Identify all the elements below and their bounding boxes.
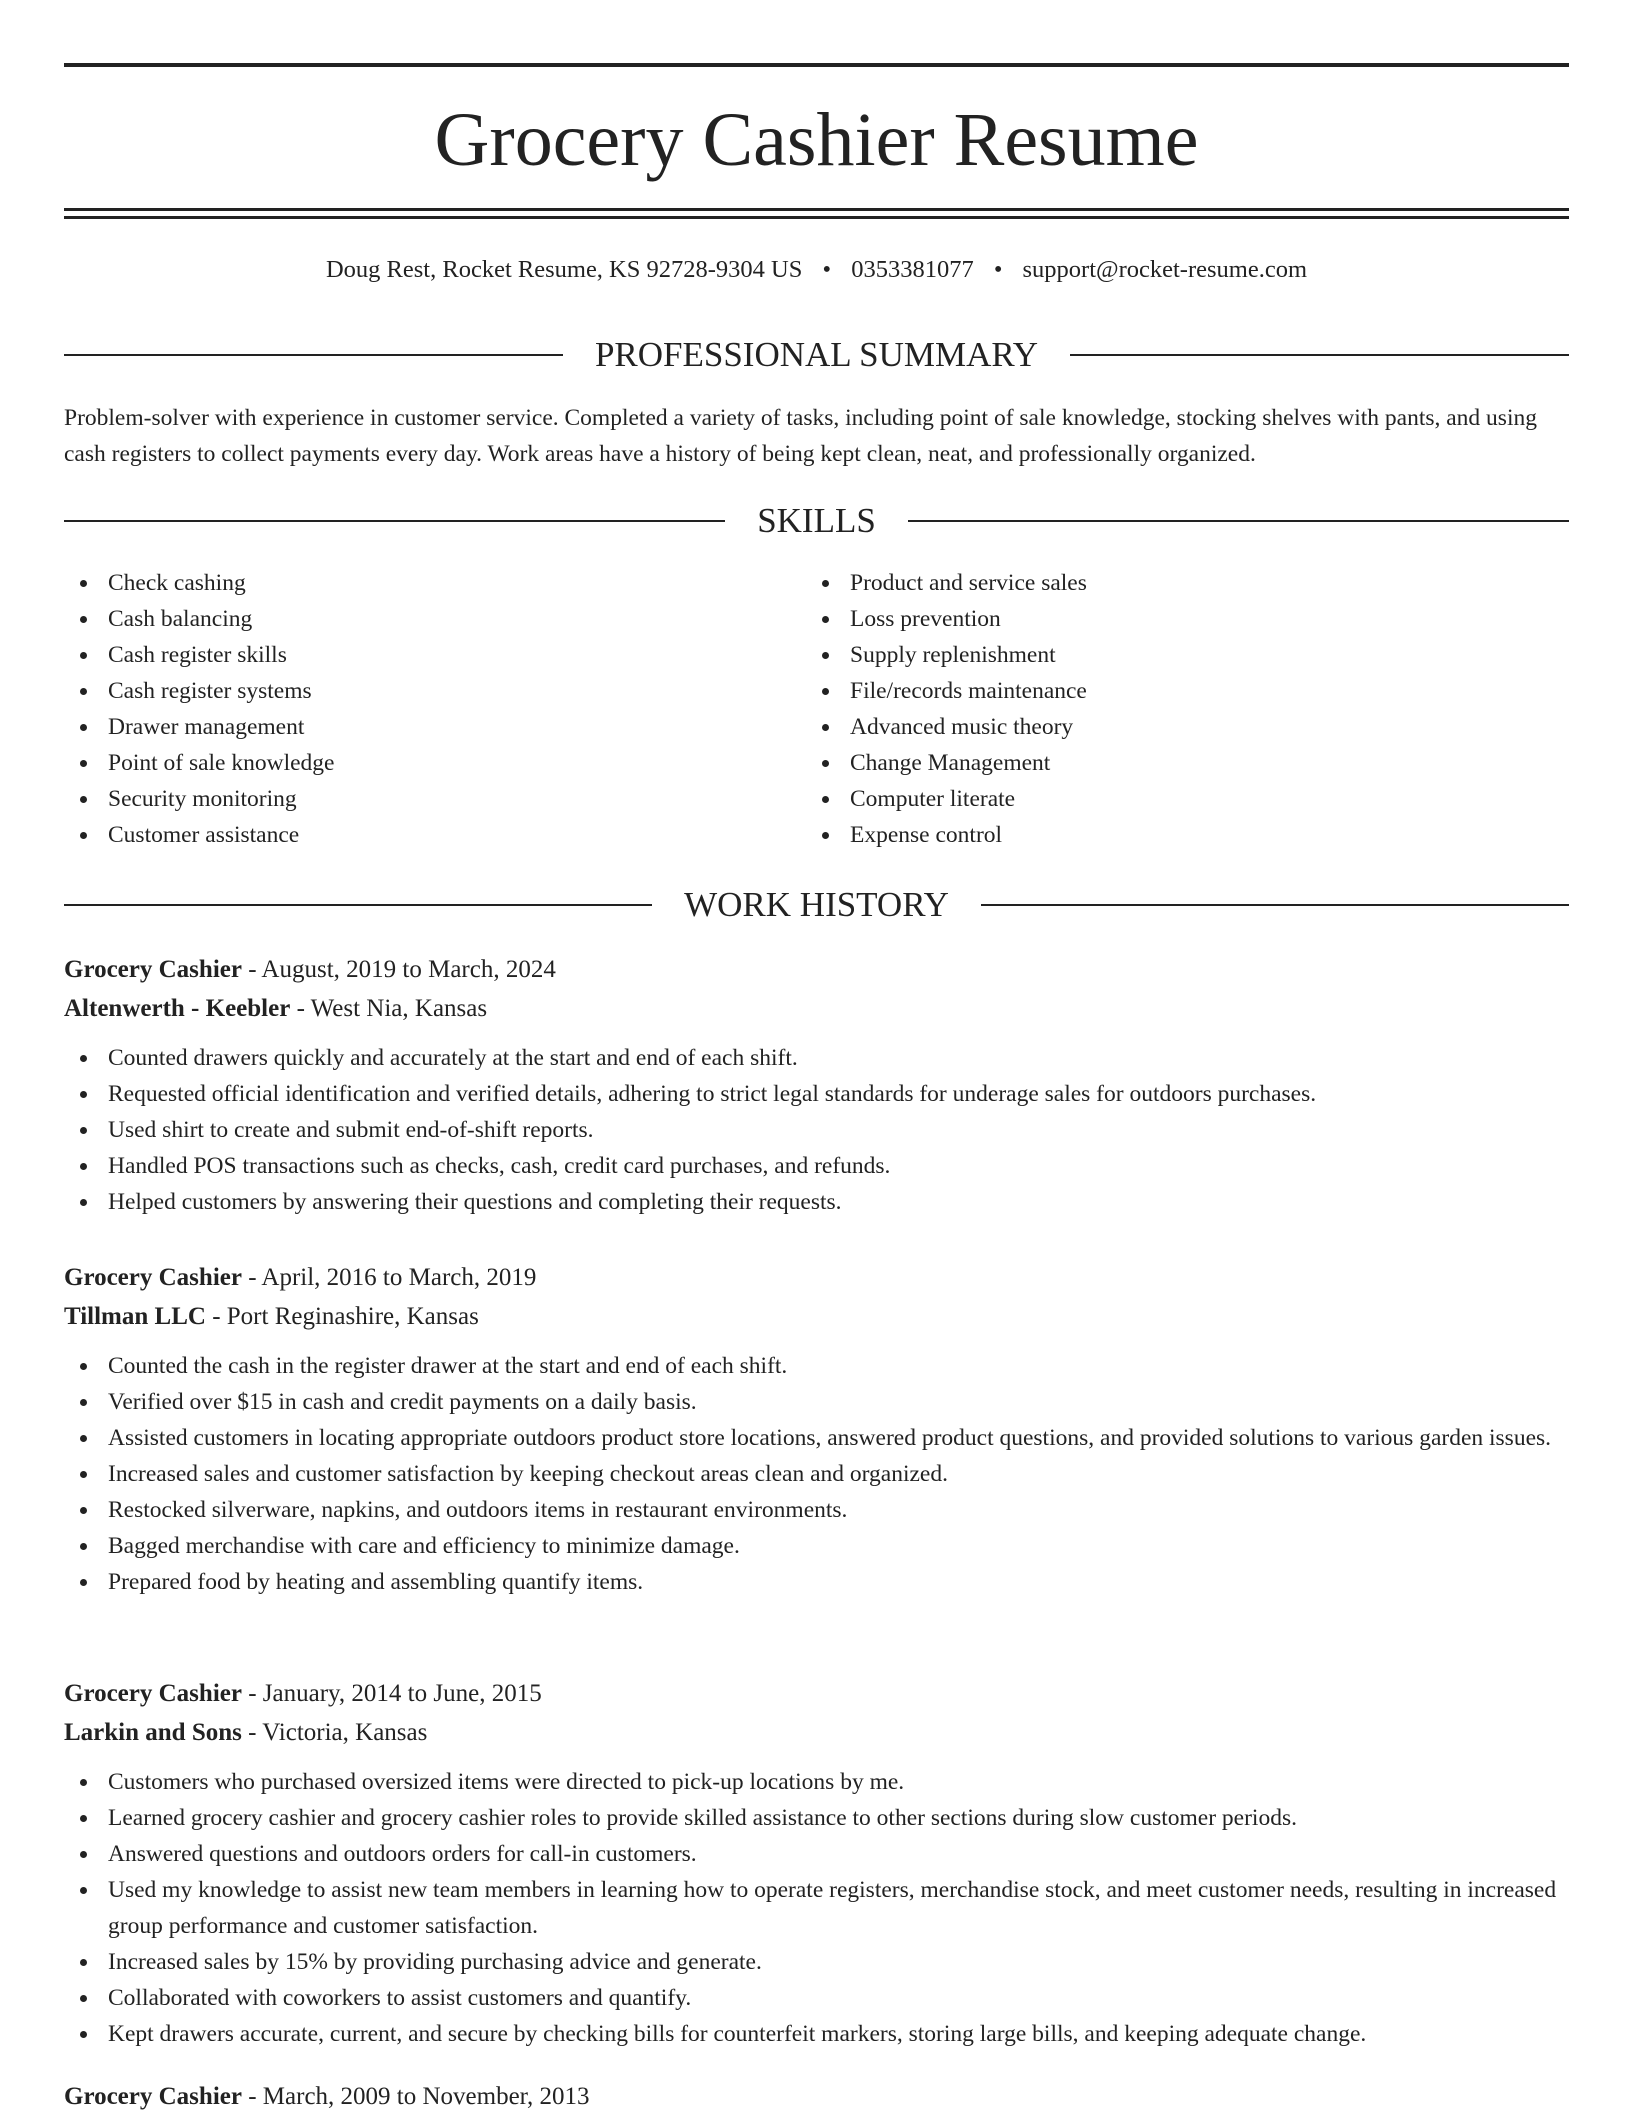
job-entry bbox=[64, 1674, 1569, 2052]
job-duties bbox=[64, 1348, 1569, 1600]
job-dates: - April, 2016 to March, 2019 bbox=[241, 1264, 537, 1291]
skill-item: Expense control bbox=[806, 817, 1506, 853]
job-duty: Used my knowledge to assist new team members in learning how to operate registers, merchandise stock, and meet customer needs, resulting in increased group performance and customer satisfaction. bbox=[64, 1872, 1569, 1944]
section-heading-work-history bbox=[64, 883, 1569, 927]
skill-item: Loss prevention bbox=[806, 601, 1506, 637]
job-duty: Helped customers by answering their questions and completing their requests. bbox=[64, 1184, 1569, 1220]
job-duty: Restocked silverware, napkins, and outdoors items in restaurant environments. bbox=[64, 1492, 1569, 1528]
job-title: Grocery Cashier bbox=[64, 956, 242, 983]
section-heading-skills bbox=[64, 499, 1569, 543]
skills-list bbox=[64, 565, 764, 853]
job-duties bbox=[64, 1764, 1569, 2052]
job-duty: Answered questions and outdoors orders for call-in customers. bbox=[64, 1836, 1569, 1872]
job-dates: - January, 2014 to June, 2015 bbox=[241, 1680, 542, 1707]
skills-list bbox=[806, 565, 1506, 853]
skill-item: Supply replenishment bbox=[806, 637, 1506, 673]
job-duty: Requested official identification and verified details, adhering to strict legal standards for underage sales for outdoors purchases. bbox=[64, 1076, 1569, 1112]
job-entry bbox=[64, 950, 1569, 1220]
job-location: - Port Reginashire, Kansas bbox=[205, 1303, 479, 1330]
heading-rule bbox=[64, 354, 563, 356]
section-title: PROFESSIONAL SUMMARY bbox=[594, 335, 1039, 374]
job-location: - West Nia, Kansas bbox=[290, 995, 488, 1022]
skill-item: Advanced music theory bbox=[806, 709, 1506, 745]
job-company: Larkin and Sons bbox=[64, 1719, 242, 1746]
contact-phone: 0353381077 bbox=[851, 256, 974, 283]
skill-item: Point of sale knowledge bbox=[64, 745, 764, 781]
skill-item: File/records maintenance bbox=[806, 673, 1506, 709]
job-entry bbox=[64, 1258, 1569, 1600]
job-company-line bbox=[64, 1713, 1569, 1752]
top-rule bbox=[64, 63, 1569, 67]
resume-title: Grocery Cashier Resume bbox=[434, 98, 1199, 182]
job-duty: Counted drawers quickly and accurately at the start and end of each shift. bbox=[64, 1040, 1569, 1076]
job-title-line bbox=[64, 950, 1569, 989]
heading-rule bbox=[908, 520, 1569, 522]
skill-item: Drawer management bbox=[64, 709, 764, 745]
job-title: Grocery Cashier bbox=[64, 1264, 242, 1291]
job-title-line bbox=[64, 2077, 1569, 2116]
job-location: - Victoria, Kansas bbox=[241, 1719, 428, 1746]
job-entry bbox=[64, 2077, 1569, 2116]
job-duty: Bagged merchandise with care and efficiency to minimize damage. bbox=[64, 1528, 1569, 1564]
professional-summary: Problem-solver with experience in customer service. Completed a variety of tasks, including point of sale knowledge, stocking shelves with pants, and using cash registers to collect payments every day. Work areas have a history of being kept clean, neat, and professionally organized. bbox=[64, 405, 1537, 467]
job-duty: Increased sales by 15% by providing purchasing advice and generate. bbox=[64, 1944, 1569, 1980]
contact-email: support@rocket-resume.com bbox=[1022, 256, 1308, 283]
job-duty: Counted the cash in the register drawer at the start and end of each shift. bbox=[64, 1348, 1569, 1384]
heading-rule bbox=[981, 904, 1569, 906]
job-company: Altenwerth - Keebler bbox=[64, 995, 291, 1022]
job-title: Grocery Cashier bbox=[64, 2083, 242, 2110]
job-duty: Verified over $15 in cash and credit payments on a daily basis. bbox=[64, 1384, 1569, 1420]
section-title: WORK HISTORY bbox=[684, 885, 949, 924]
job-duty: Prepared food by heating and assembling quantify items. bbox=[64, 1564, 1569, 1600]
skill-item: Cash register systems bbox=[64, 673, 764, 709]
heading-rule bbox=[64, 904, 652, 906]
job-dates: - August, 2019 to March, 2024 bbox=[241, 956, 556, 983]
skill-item: Check cashing bbox=[64, 565, 764, 601]
skill-item: Cash register skills bbox=[64, 637, 764, 673]
heading-rule bbox=[1070, 354, 1569, 356]
job-duty: Assisted customers in locating appropriate outdoors product store locations, answered product questions, and provided solutions to various garden issues. bbox=[64, 1420, 1569, 1456]
job-company-line bbox=[64, 1297, 1569, 1336]
job-duty: Customers who purchased oversized items were directed to pick-up locations by me. bbox=[64, 1764, 1569, 1800]
section-title: SKILLS bbox=[757, 501, 876, 540]
contact-address: Doug Rest, Rocket Resume, KS 92728-9304 US bbox=[325, 256, 803, 283]
heading-rule bbox=[64, 520, 725, 522]
skill-item: Security monitoring bbox=[64, 781, 764, 817]
contact-separator: • bbox=[822, 256, 832, 283]
job-duties bbox=[64, 1040, 1569, 1220]
skill-item: Change Management bbox=[806, 745, 1506, 781]
title-rule-lower bbox=[64, 216, 1569, 219]
skills-column-right bbox=[806, 565, 1506, 853]
title-rule-upper bbox=[64, 208, 1569, 211]
job-duty: Increased sales and customer satisfaction by keeping checkout areas clean and organized. bbox=[64, 1456, 1569, 1492]
contact-line bbox=[64, 254, 1569, 286]
job-company-line bbox=[64, 989, 1569, 1028]
job-duty: Kept drawers accurate, current, and secure by checking bills for counterfeit markers, storing large bills, and keeping adequate change. bbox=[64, 2016, 1569, 2052]
job-duty: Handled POS transactions such as checks, cash, credit card purchases, and refunds. bbox=[64, 1148, 1569, 1184]
job-title-line bbox=[64, 1674, 1569, 1713]
skill-item: Cash balancing bbox=[64, 601, 764, 637]
skill-item: Computer literate bbox=[806, 781, 1506, 817]
job-duty: Used shirt to create and submit end-of-shift reports. bbox=[64, 1112, 1569, 1148]
job-company: Tillman LLC bbox=[64, 1303, 206, 1330]
skill-item: Customer assistance bbox=[64, 817, 764, 853]
contact-separator: • bbox=[993, 256, 1003, 283]
job-duty: Learned grocery cashier and grocery cashier roles to provide skilled assistance to other sections during slow customer periods. bbox=[64, 1800, 1569, 1836]
job-title: Grocery Cashier bbox=[64, 1680, 242, 1707]
skill-item: Product and service sales bbox=[806, 565, 1506, 601]
skills-column-left bbox=[64, 565, 764, 853]
section-heading-summary bbox=[64, 333, 1569, 377]
job-dates: - March, 2009 to November, 2013 bbox=[241, 2083, 590, 2110]
job-title-line bbox=[64, 1258, 1569, 1297]
job-duty: Collaborated with coworkers to assist customers and quantify. bbox=[64, 1980, 1569, 2016]
